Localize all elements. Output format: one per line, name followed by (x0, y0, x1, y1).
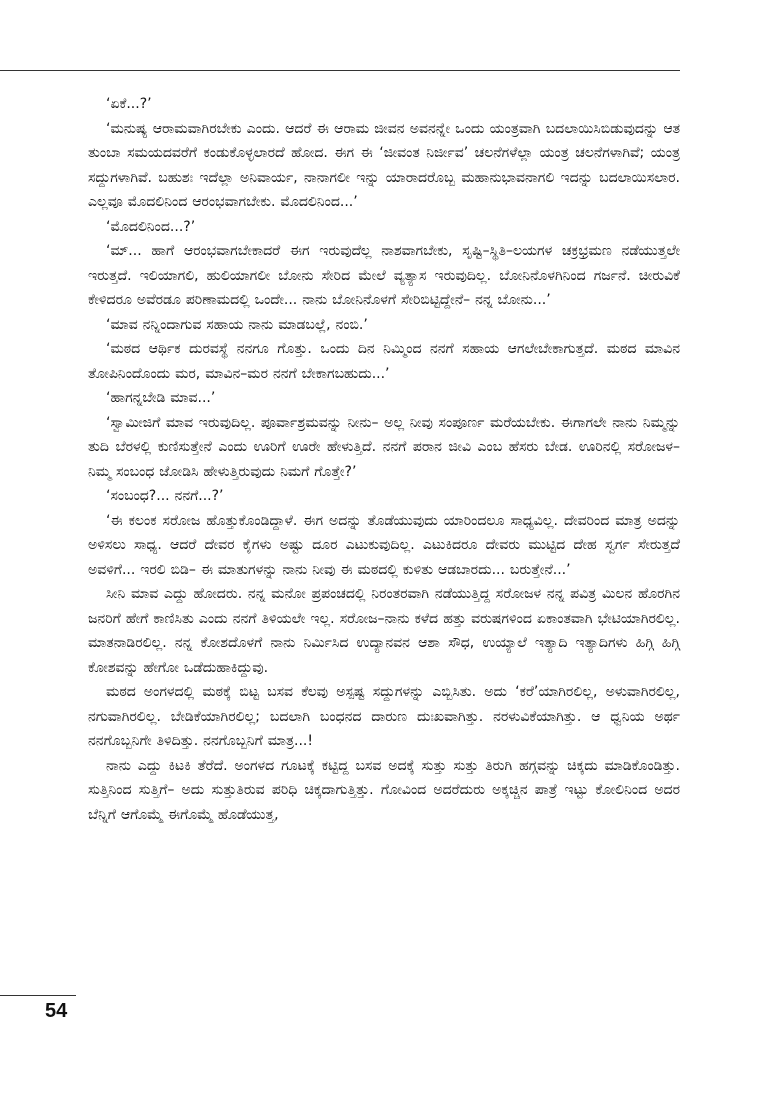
paragraph: ನಾನು ಎದ್ದು ಕಿಟಕಿ ತೆರೆದೆ. ಅಂಗಳದ ಗೂಟಕ್ಕೆ ಕಟ್ಟಿದ್ದ ಬಸವ ಅದಕ್ಕೆ ಸುತ್ತು ಸುತ್ತು ತಿರುಗಿ ಹಗ್ಗವನ್ನು ಚಿಕ್ಕದು ಮಾಡಿಕೊಂಡಿತ್ತು. ಸುತ್ತಿನಿಂದ ಸುತ್ತಿಗೆ– ಅದು ಸುತ್ತುತಿರುವ ಪರಿಧಿ ಚಿಕ್ಕದಾಗುತ್ತಿತ್ತು. ಗೋವಿಂದ ಅದರೆದುರು ಅಕ್ಕಚ್ಚಿನ ಪಾತ್ರೆ ಇಟ್ಟು ಕೋಲಿನಿಂದ ಅದರ ಬೆನ್ನಿಗೆ ಆಗೊಮ್ಮೆ ಈಗೊಮ್ಮೆ ಹೊಡೆಯುತ್ತ, (88, 757, 680, 823)
paragraph: ‘ಮಾವ ನನ್ನಿಂದಾಗುವ ಸಹಾಯ ನಾನು ಮಾಡಬಲ್ಲೆ, ನಂಬಿ.’ (106, 316, 368, 333)
paragraph: ‘ಮೊದಲಿನಿಂದ...?’ (106, 218, 196, 235)
footer-rule (0, 995, 76, 996)
paragraph: ಸೀನಿ ಮಾವ ಎದ್ದು ಹೋದರು. ನನ್ನ ಮನೋ ಪ್ರಪಂಚದಲ್ಲಿ ನಿರಂತರವಾಗಿ ನಡೆಯುತ್ತಿದ್ದ ಸರೋಜಳ ನನ್ನ ಪವಿತ್ರ ಮಿಲನ ಹೊರಗಿನ ಜನರಿಗೆ ಹೇಗೆ ಕಾಣಿಸಿತು ಎಂದು ನನಗೆ ತಿಳಿಯಲೇ ಇಲ್ಲ. ಸರೋಜ–ನಾನು ಕಳೆದ ಹತ್ತು ವರುಷಗಳಿಂದ ಏಕಾಂತವಾಗಿ ಭೇಟಿಯಾಗಿರಲಿಲ್ಲ. ಮಾತನಾಡಿರಲಿಲ್ಲ. ನನ್ನ ಕೋಶದೊಳಗೆ ನಾನು ನಿರ್ಮಿಸಿದ ಉದ್ಯಾನವನ ಆಶಾ ಸೌಧ, ಉಯ್ಯಾಲೆ ಇತ್ಯಾದಿ ಇತ್ಯಾದಿಗಳು ಹಿಗ್ಗಿ ಹಿಗ್ಗಿ ಕೋಶವನ್ನು ಹೇಗೋ ಒಡೆದುಹಾಕಿದ್ದುವು. (88, 586, 680, 676)
paragraph: ಮಠದ ಅಂಗಳದಲ್ಲಿ ಮಠಕ್ಕೆ ಬಿಟ್ಟ ಬಸವ ಕೆಲವು ಅಸ್ಪಷ್ಟ ಸದ್ದುಗಳನ್ನು ಎಬ್ಬಿಸಿತು. ಅದು ‘ಕರೆ’ಯಾಗಿರಲಿಲ್ಲ, ಅಳುವಾಗಿರಲಿಲ್ಲ, ನಗುವಾಗಿರಲಿಲ್ಲ. ಬೇಡಿಕೆಯಾಗಿರಲಿಲ್ಲ; ಬದಲಾಗಿ ಬಂಧನದ ದಾರುಣ ದುಃಖವಾಗಿತ್ತು. ನರಳುವಿಕೆಯಾಗಿತ್ತು. ಆ ಧ್ವನಿಯ ಅರ್ಥ ನನಗೊಬ್ಬನಿಗೇ ತಿಳಿದಿತ್ತು. ನನಗೊಬ್ಬನಿಗೆ ಮಾತ್ರ...! (88, 684, 680, 749)
paragraph: ‘ಸ್ವಾಮೀಜಿಗೆ ಮಾವ ಇರುವುದಿಲ್ಲ. ಪೂರ್ವಾಶ್ರಮವನ್ನು ನೀನು– ಅಲ್ಲ ನೀವು ಸಂಪೂರ್ಣ ಮರೆಯಬೇಕು. ಈಗಾಗಲೇ ನಾನು ನಿಮ್ಮನ್ನು ತುದಿ ಬೆರಳಲ್ಲಿ ಕುಣಿಸುತ್ತೇನೆ ಎಂದು ಊರಿಗೆ ಊರೇ ಹೇಳುತ್ತಿದೆ. ನನಗೆ ಪರಾನ ಜೀವಿ ಎಂಬ ಹೆಸರು ಬೇಡ. ಊರಿನಲ್ಲಿ ಸರೋಜಳ– ನಿಮ್ಮ ಸಂಬಂಧ ಜೋಡಿಸಿ ಹೇಳುತ್ತಿರುವುದು ನಿಮಗೆ ಗೊತ್ತೇ?’ (88, 414, 680, 480)
paragraph: ‘ಮನುಷ್ಯ ಆರಾಮವಾಗಿರಬೇಕು ಎಂದು. ಆದರೆ ಈ ಆರಾಮ ಜೀವನ ಅವನನ್ನೇ ಒಂದು ಯಂತ್ರವಾಗಿ ಬದಲಾಯಿಸಿಬಿಡುವುದನ್ನು ಆತ ತುಂಬಾ ಸಮಯದವರೆಗೆ ಕಂಡುಕೊಳ್ಳಲಾರದೆ ಹೋದ. ಈಗ ಈ ‘ಜೀವಂತ ನಿರ್ಜೀವ’ ಚಲನೆಗಳೆಲ್ಲಾ ಯಂತ್ರ ಚಲನೆಗಳಾಗಿವೆ; ಯಂತ್ರ ಸದ್ದುಗಳಾಗಿವೆ. ಬಹುಶಃ ಇದೆಲ್ಲಾ ಅನಿವಾರ್ಯ, ನಾನಾಗಲೀ ಇನ್ನು ಯಾರಾದರೊಬ್ಬ ಮಹಾನುಭಾವನಾಗಲಿ ಇದನ್ನು ಬದಲಾಯಿಸಲಾರ. ಎಲ್ಲವೂ ಮೊದಲಿನಿಂದ ಆರಂಭವಾಗಬೇಕು. ಮೊದಲಿನಿಂದ...’ (88, 120, 680, 210)
page-number: 54 (45, 1000, 68, 1022)
paragraph: ‘ಮಠದ ಆರ್ಥಿಕ ದುರವಸ್ಥೆ ನನಗೂ ಗೊತ್ತು. ಒಂದು ದಿನ ನಿಮ್ಮಿಂದ ನನಗೆ ಸಹಾಯ ಆಗಲೇಬೇಕಾಗುತ್ತದೆ. ಮಠದ ಮಾವಿನ ತೋಪಿನಿಂದೊಂದು ಮರ, ಮಾವಿನ–ಮರ ನನಗೆ ಬೇಕಾಗಬಹುದು...’ (88, 341, 680, 382)
header-rule (0, 70, 680, 71)
paragraph: ‘ಈ ಕಲಂಕ ಸರೋಜ ಹೊತ್ತುಕೊಂಡಿದ್ದಾಳೆ. ಈಗ ಅದನ್ನು ತೊಡೆಯುವುದು ಯಾರಿಂದಲೂ ಸಾಧ್ಯವಿಲ್ಲ. ದೇವರಿಂದ ಮಾತ್ರ ಅದನ್ನು ಅಳಿಸಲು ಸಾಧ್ಯ. ಆದರೆ ದೇವರ ಕೈಗಳು ಅಷ್ಟು ದೂರ ಎಟುಕುವುದಿಲ್ಲ. ಎಟುಕಿದರೂ ದೇವರು ಮುಟ್ಟಿದ ದೇಹ ಸ್ವರ್ಗ ಸೇರುತ್ತದೆ ಅವಳಿಗೆ... ಇರಲಿ ಬಿಡಿ– ಈ ಮಾತುಗಳನ್ನು ನಾನು ನೀವು ಈ ಮಠದಲ್ಲಿ ಕುಳಿತು ಆಡಬಾರದು... ಬರುತ್ತೇನೆ...’ (88, 512, 680, 578)
page-body (88, 92, 680, 827)
paragraph: ‘ಮ್... ಹಾಗೆ ಆರಂಭವಾಗಬೇಕಾದರೆ ಈಗ ಇರುವುದೆಲ್ಲ ನಾಶವಾಗಬೇಕು, ಸೃಷ್ಟಿ–ಸ್ಥಿತಿ–ಲಯಗಳ ಚಕ್ರಭ್ರಮಣ ನಡೆಯುತ್ತಲೇ ಇರುತ್ತದೆ. ಇಲಿಯಾಗಲಿ, ಹುಲಿಯಾಗಲೀ ಬೋನು ಸೇರಿದ ಮೇಲೆ ವ್ಯತ್ಯಾಸ ಇರುವುದಿಲ್ಲ. ಬೋನಿನೊಳಗಿನಿಂದ ಗರ್ಜನೆ. ಚೀರುವಿಕೆ ಕೇಳಿದರೂ ಅವೆರಡೂ ಪರಿಣಾಮದಲ್ಲಿ ಒಂದೇ... ನಾನು ಬೋನಿನೊಳಗೆ ಸೇರಿಬಿಟ್ಟಿದ್ದೇನೆ– ನನ್ನ ಬೋನು...’ (88, 243, 680, 308)
paragraph: ‘ಸಂಬಂಧ?... ನನಗೆ...?’ (106, 488, 224, 504)
paragraph: ‘ಏಕೆ...?’ (106, 96, 152, 112)
paragraph: ‘ಹಾಗನ್ನಬೇಡಿ ಮಾವ...’ (106, 390, 216, 406)
